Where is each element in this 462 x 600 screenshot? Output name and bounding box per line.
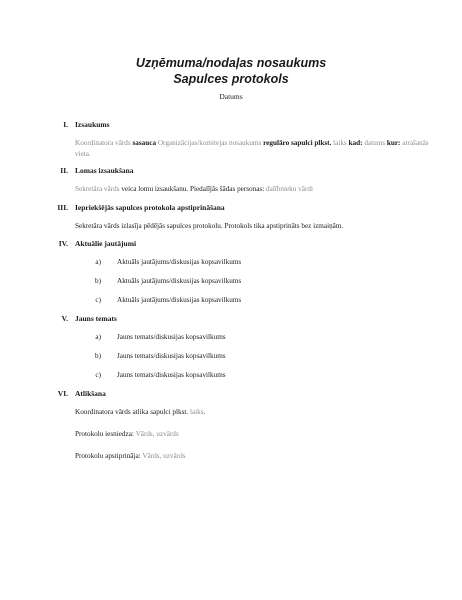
date-placeholder[interactable]: datums [364,139,386,147]
list-item [37,371,437,390]
section-roll-call [37,166,437,195]
section-body [37,138,437,159]
section-title: Atlikšana [75,389,106,398]
list-item-number: c) [95,371,101,379]
secretary-name-placeholder[interactable]: Sekretāra vārds [75,185,120,193]
adjournment-line [75,407,437,417]
list-item-text[interactable]: Jauns temats/diskusijas kopsavilkums [117,352,226,360]
list-item-number: b) [95,352,101,360]
section-open-issues [37,239,437,315]
text: veica lomu izsaukšanu. Piedalījās šādas personas: [121,185,265,193]
list-item-text[interactable]: Aktuāls jautājums/diskusijas kopsavilkums [117,258,242,266]
section-heading [37,120,437,129]
section-body [37,184,437,195]
text: kad: [348,139,363,147]
text: Koordinatora vārds atlika sapulci plkst. [75,408,189,416]
time-placeholder[interactable]: laiks [189,408,204,416]
page-subtitle: Sapulces protokols [173,72,289,86]
section-new-business [37,314,437,390]
text: kur: [386,139,401,147]
section-title: Izsaukums [75,120,110,129]
approved-by-line [75,451,437,461]
page-title: Uzņēmuma/nodaļas nosaukums [135,56,327,70]
text: regulāro sapulci plkst. [263,139,332,147]
text: sasauca [132,139,157,147]
date-line: Datums [219,92,243,101]
new-business-list [37,333,437,390]
section-heading [37,239,437,248]
section-approval-of-minutes [37,203,437,232]
list-item-text[interactable]: Aktuāls jautājums/diskusijas kopsavilkums [117,296,242,304]
section-heading [37,314,437,323]
time-placeholder[interactable]: laiks [333,139,347,147]
section-title: Jauns temats [75,314,117,323]
section-adjournment [37,389,437,473]
section-number: III. [57,203,68,212]
section-heading [37,203,437,212]
submitted-by-line [75,429,437,439]
issue-list [37,258,437,315]
list-item [37,352,437,371]
list-item-number: a) [95,333,101,341]
approved-by-label: Protokolu apstiprināja: [75,452,141,460]
section-title: Aktuālie jautājumi [75,239,137,248]
list-item-text[interactable]: Jauns temats/diskusijas kopsavilkums [117,333,226,341]
list-item-number: c) [95,296,101,304]
attendees-placeholder[interactable]: dalībnieku vārdi [266,185,313,193]
location-placeholder[interactable]: atrašanās vieta. [75,139,429,158]
organization-placeholder[interactable]: Organizācijas/komitejas nosaukums [157,139,262,147]
list-item [37,277,437,296]
list-item-text[interactable]: Aktuāls jautājums/diskusijas kopsavilkums [117,277,242,285]
section-title: Iepriekšējās sapulces protokola apstiprināšana [75,203,225,212]
section-number: I. [63,120,68,129]
period-text: . [203,408,206,416]
list-item [37,296,437,315]
section-number: IV. [58,239,68,248]
section-title: Lomas izsaukšana [75,166,134,175]
section-body [37,221,437,232]
list-item-text[interactable]: Jauns temats/diskusijas kopsavilkums [117,371,226,379]
text: Sekretāra vārds izlasīja pēdējās sapulces protokolu. Protokols tika apstiprināts bez izmaiņām. [75,222,344,230]
list-item [37,258,437,277]
section-heading [37,166,437,175]
section-number: V. [61,314,68,323]
coordinator-name-placeholder[interactable]: Koordinatora vārds [75,139,131,147]
submitted-by-placeholder[interactable]: Vārds, uzvārds [135,430,179,438]
approved-by-placeholder[interactable]: Vārds, uzvārds [142,452,186,460]
section-call-to-order [37,120,437,159]
list-item [37,333,437,352]
list-item-number: b) [95,277,101,285]
section-body [37,407,437,461]
submitted-by-label: Protokolu iesniedza: [75,430,134,438]
section-number: VI. [57,389,68,398]
section-number: II. [60,166,68,175]
section-heading [37,389,437,398]
list-item-number: a) [95,258,101,266]
